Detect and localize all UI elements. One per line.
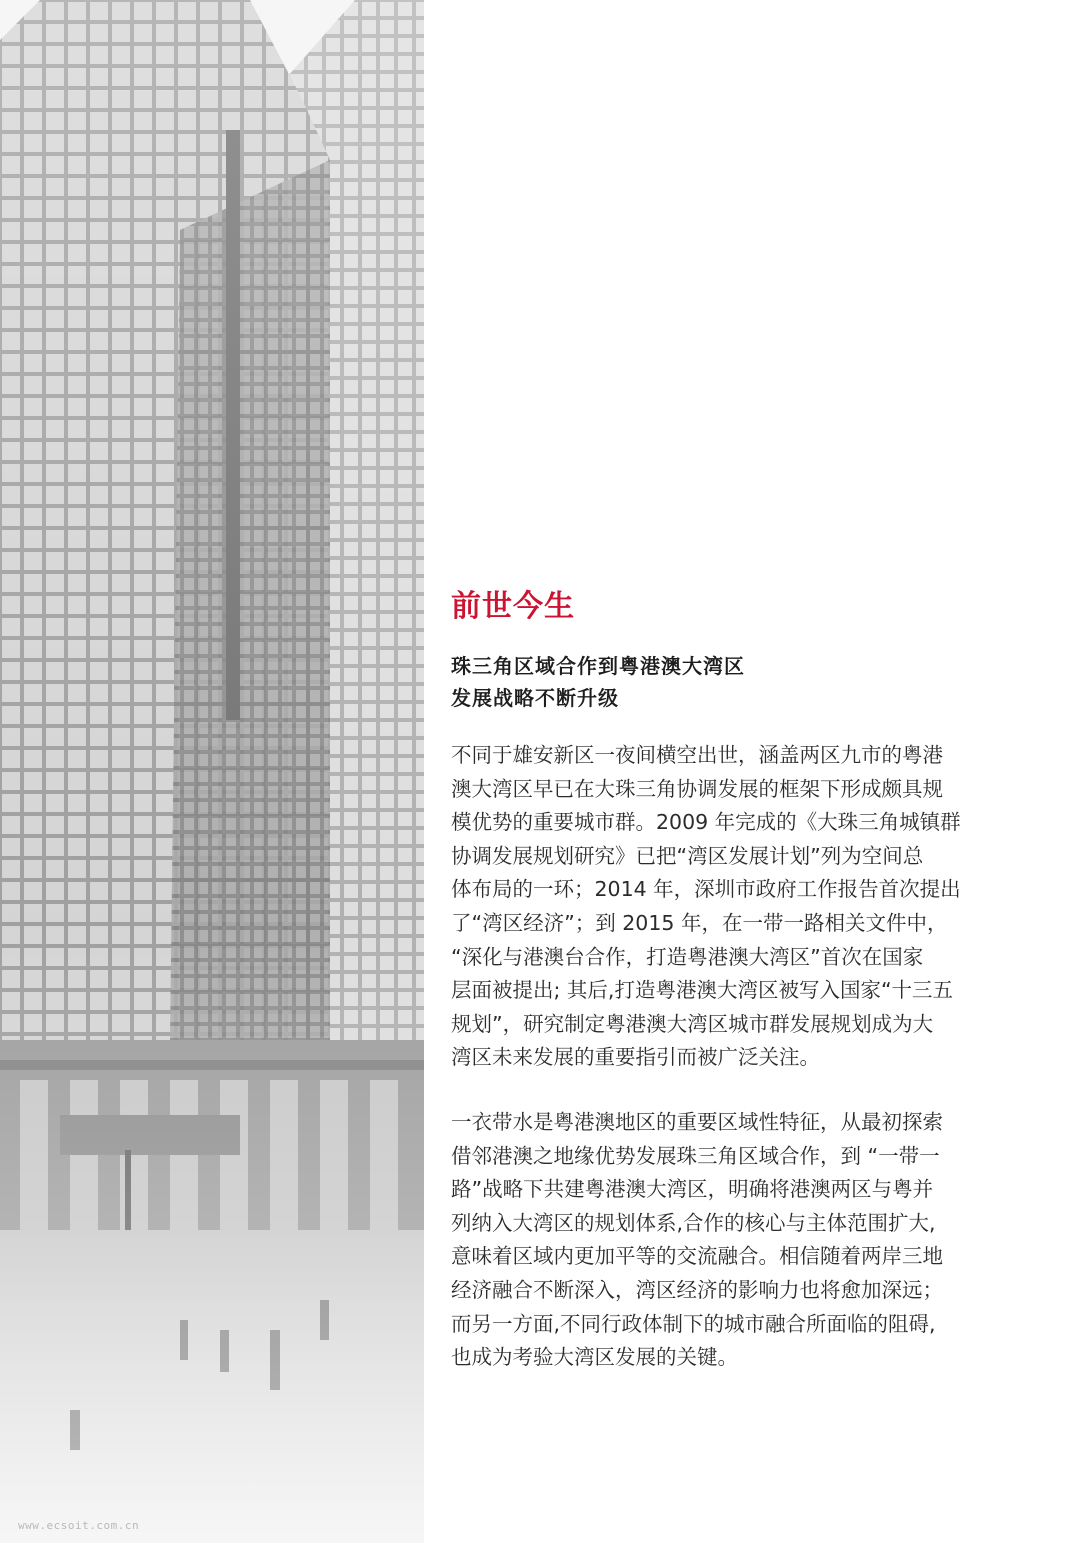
- paragraph-2: [451, 1106, 943, 1375]
- text-line: 湾区未来发展的重要指引而被广泛关注。: [451, 1045, 820, 1070]
- subtitle-line: 发展战略不断升级: [451, 686, 619, 710]
- text-line: 模优势的重要城市群。2009 年完成的《大珠三角城镇群: [451, 810, 961, 835]
- section-title: 前世今生: [451, 589, 575, 624]
- building-photo: [0, 0, 424, 1543]
- paragraph-1: [451, 739, 961, 1075]
- text-line: 一衣带水是粤港澳地区的重要区域性特征，从最初探索: [451, 1110, 943, 1134]
- text-line: 也成为考验大湾区发展的关键。: [451, 1345, 738, 1370]
- text-line: 经济融合不断深入，湾区经济的影响力也将愈加深远；: [451, 1277, 943, 1302]
- text-line: 澳大湾区早已在大珠三角协调发展的框架下形成颇具规: [451, 776, 943, 801]
- text-line: 借邻港澳之地缘优势发展珠三角区域合作，到 “一带一: [451, 1143, 940, 1168]
- text-line: 意味着区域内更加平等的交流融合。相信随着两岸三地: [451, 1244, 943, 1269]
- text-line: 不同于雄安新区一夜间横空出世，涵盖两区九市的粤港: [451, 743, 943, 767]
- text-line: 而另一方面,不同行政体制下的城市融合所面临的阻碍,: [451, 1311, 936, 1336]
- text-line: 协调发展规划研究》已把“湾区发展计划”列为空间总: [451, 843, 924, 868]
- text-line: 规划”，研究制定粤港澳大湾区城市群发展规划成为大: [451, 1011, 934, 1036]
- section-subtitle: [451, 650, 745, 714]
- text-line: 体布局的一环；2014 年，深圳市政府工作报告首次提出: [451, 877, 961, 902]
- text-line: 层面被提出; 其后,打造粤港澳大湾区被写入国家“十三五: [451, 978, 954, 1003]
- text-line: 了“湾区经济”；到 2015 年，在一带一路相关文件中，: [451, 910, 948, 935]
- photo-watermark: www.ecsoit.com.cn: [18, 1519, 140, 1532]
- text-line: 列纳入大湾区的规划体系,合作的核心与主体范围扩大,: [451, 1210, 936, 1235]
- subtitle-line: 珠三角区域合作到粤港澳大湾区: [451, 654, 745, 678]
- text-line: “深化与港澳台合作，打造粤港澳大湾区”首次在国家: [451, 944, 924, 969]
- text-line: 路”战略下共建粤港澳大湾区，明确将港澳两区与粤并: [451, 1177, 934, 1202]
